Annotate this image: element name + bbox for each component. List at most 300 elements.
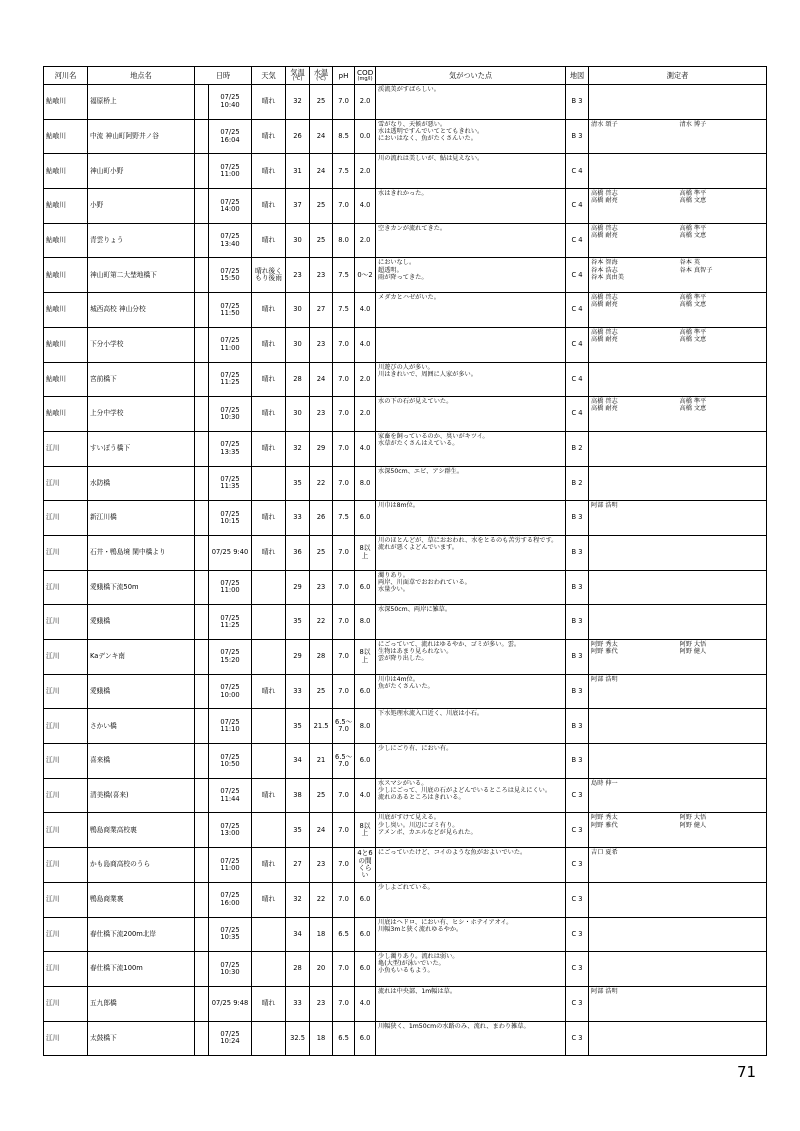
observer-name: 谷本 英 — [679, 259, 701, 267]
observer-name: 高橋 啓志 — [591, 224, 618, 232]
notes-cell — [376, 570, 566, 605]
datetime-cell — [209, 640, 252, 675]
time-value: 11:35 — [220, 482, 240, 491]
time-value: 16:04 — [220, 135, 240, 144]
time-value: 11:44 — [220, 794, 240, 803]
note-line: 川幅3mと狭く流れゆるやか。 — [378, 925, 463, 933]
datetime-cell — [209, 189, 252, 224]
air-temp-cell: 35 — [286, 813, 310, 848]
blank-cell — [195, 640, 209, 675]
water-temp-cell: 24 — [310, 119, 333, 154]
date-value: 07/25 — [220, 579, 240, 588]
river-cell: 江川 — [44, 778, 88, 813]
map-cell: C 3 — [566, 778, 589, 813]
note-line: 水スマシがいる。 — [378, 779, 428, 787]
table-row — [44, 535, 767, 570]
map-cell: B 3 — [566, 85, 589, 120]
time-value: 10:50 — [220, 759, 240, 768]
date-value: 07/25 — [220, 162, 240, 171]
notes-cell — [376, 778, 566, 813]
date-value: 07/25 — [220, 336, 240, 345]
water-temp-cell: 22 — [310, 605, 333, 640]
observer-list — [591, 780, 764, 787]
time-value: 9:40 — [233, 548, 249, 557]
place-cell: 小野 — [88, 189, 195, 224]
place-cell: 水防橋 — [88, 466, 195, 501]
air-temp-cell: 35 — [286, 709, 310, 744]
weather-cell: 晴れ — [252, 397, 286, 432]
blank-cell — [195, 223, 209, 258]
air-temp-cell: 30 — [286, 327, 310, 362]
cod-cell: 6.0 — [355, 501, 376, 536]
air-temp-cell: 33 — [286, 501, 310, 536]
notes-cell — [376, 293, 566, 328]
map-cell: B 3 — [566, 119, 589, 154]
weather-cell: 晴れ — [252, 778, 286, 813]
river-cell: 江川 — [44, 640, 88, 675]
time-value: 13:35 — [220, 447, 240, 456]
time-value: 15:50 — [220, 274, 240, 283]
notes-cell — [376, 882, 566, 917]
date-value: 07/25 — [220, 925, 240, 934]
notes-cell — [376, 640, 566, 675]
observers-cell — [589, 85, 767, 120]
date-value: 07/25 — [220, 683, 240, 692]
note-line: 水草がたくさんはえている。 — [378, 440, 459, 447]
header-notes: 気がついた点 — [376, 67, 566, 85]
observer-name: 高橋 啓志 — [591, 294, 618, 302]
river-cell: 江川 — [44, 848, 88, 883]
blank-cell — [195, 709, 209, 744]
notes-cell — [376, 189, 566, 224]
cod-cell: 2.0 — [355, 85, 376, 120]
water-temp-cell: 25 — [310, 85, 333, 120]
map-cell: B 3 — [566, 744, 589, 779]
map-cell: C 4 — [566, 293, 589, 328]
observer-name: 谷本 真智子 — [679, 266, 713, 274]
map-cell: C 3 — [566, 1021, 589, 1056]
map-cell: B 3 — [566, 640, 589, 675]
date-value: 07/25 — [220, 856, 240, 865]
note-line: 川幅狭く、1m50cmの水路のみ、流れ、まわり雑草。 — [378, 1022, 530, 1030]
table-row — [44, 917, 767, 952]
date-value: 07/25 — [211, 999, 232, 1008]
table-row — [44, 640, 767, 675]
river-cell: 江川 — [44, 501, 88, 536]
observer-list — [591, 190, 764, 204]
ph-cell: 7.0 — [333, 605, 355, 640]
datetime-cell — [209, 119, 252, 154]
cod-cell: 4と6の間くらい — [355, 848, 376, 883]
note-line: 水の下の石が見えていた。 — [378, 398, 453, 406]
river-cell: 江川 — [44, 535, 88, 570]
blank-cell — [195, 778, 209, 813]
air-temp-cell: 26 — [286, 119, 310, 154]
date-value: 07/25 — [220, 717, 240, 726]
time-value: 11:00 — [220, 343, 240, 352]
header-ph: pH — [333, 67, 355, 85]
water-temp-cell: 24 — [310, 154, 333, 189]
observers-cell — [589, 917, 767, 952]
weather-cell — [252, 744, 286, 779]
observers-cell — [589, 501, 767, 536]
observer-name: 吉口 夏希 — [591, 849, 618, 857]
notes-cell — [376, 917, 566, 952]
blank-cell — [195, 570, 209, 605]
weather-cell — [252, 1021, 286, 1056]
date-value: 07/25 — [220, 752, 240, 761]
observers-cell — [589, 570, 767, 605]
observer-name: 高橋 耐亮 — [591, 197, 618, 205]
table-row — [44, 570, 767, 605]
note-line: 川はきれいで、周囲に人家が多い。 — [378, 370, 477, 378]
weather-cell: 晴れ — [252, 293, 286, 328]
observer-name: 阿部 浩明 — [591, 987, 618, 995]
datetime-cell — [209, 570, 252, 605]
observer-name: 高橋 啓志 — [591, 398, 618, 406]
time-value: 10:35 — [220, 933, 240, 942]
time-value: 10:30 — [220, 968, 240, 977]
river-cell: 鮎喰川 — [44, 223, 88, 258]
observers-cell — [589, 709, 767, 744]
observers-cell — [589, 397, 767, 432]
map-cell: C 3 — [566, 882, 589, 917]
weather-cell — [252, 466, 286, 501]
blank-cell — [195, 986, 209, 1021]
header-water-temp-unit: (℃) — [316, 76, 326, 83]
note-line: メダカとハゼがいた。 — [378, 294, 440, 302]
blank-cell — [195, 189, 209, 224]
blank-cell — [195, 605, 209, 640]
note-line: 生物はあまり見られない。 — [378, 648, 453, 656]
table-body — [44, 85, 767, 1056]
observers-cell — [589, 189, 767, 224]
observer-name: 阿野 大悟 — [679, 641, 707, 648]
observer-name: 阿部 浩明 — [591, 502, 618, 510]
note-line: においなし。 — [378, 259, 416, 267]
note-line: 川遊びの人が多い。 — [378, 363, 434, 371]
datetime-cell — [209, 778, 252, 813]
weather-cell — [252, 917, 286, 952]
table-row — [44, 362, 767, 397]
ph-cell: 6.5 — [333, 917, 355, 952]
note-line: 渓流美がすばらしい。 — [378, 86, 440, 93]
ph-cell: 8.5 — [333, 119, 355, 154]
ph-cell: 7.0 — [333, 362, 355, 397]
cod-cell: 6.0 — [355, 674, 376, 709]
ph-cell: 7.0 — [333, 327, 355, 362]
notes-cell — [376, 744, 566, 779]
water-temp-cell: 23 — [310, 570, 333, 605]
header-map: 地図 — [566, 67, 589, 85]
observers-cell — [589, 813, 767, 848]
observer-name: 高橋 準平 — [679, 294, 707, 302]
cod-cell: 8以上 — [355, 535, 376, 570]
time-value: 11:00 — [220, 586, 240, 595]
cod-cell: 8.0 — [355, 709, 376, 744]
place-cell: 石井・鴨島境 閑中橋より — [88, 535, 195, 570]
air-temp-cell: 28 — [286, 952, 310, 987]
note-line: 水深50cm、両岸に雑草。 — [378, 606, 452, 614]
note-line: 川底はヘドロ、におい有、ヒシ・ホテイアオイ。 — [378, 918, 513, 926]
table-row — [44, 501, 767, 536]
place-cell: 下分小学校 — [88, 327, 195, 362]
table-row — [44, 986, 767, 1021]
water-temp-cell: 23 — [310, 848, 333, 883]
cod-cell: 4.0 — [355, 189, 376, 224]
weather-cell: 晴れ後くもり後雨 — [252, 258, 286, 293]
observers-cell — [589, 848, 767, 883]
cod-cell: 4.0 — [355, 986, 376, 1021]
time-value: 10:15 — [220, 517, 240, 526]
page-number: 71 — [737, 1063, 757, 1081]
note-line: アメンボ、カエルなどが見られた。 — [378, 828, 477, 836]
place-cell: 福原桥上 — [88, 85, 195, 120]
air-temp-cell: 31 — [286, 154, 310, 189]
ph-cell: 7.5 — [333, 293, 355, 328]
date-value: 07/25 — [220, 509, 240, 518]
water-temp-cell: 26 — [310, 501, 333, 536]
observer-name: 阿野 大悟 — [679, 814, 707, 822]
place-cell: 愛蛾橋下流50m — [88, 570, 195, 605]
river-cell: 鮎喰川 — [44, 362, 88, 397]
notes-cell — [376, 535, 566, 570]
blank-cell — [195, 154, 209, 189]
weather-cell — [252, 640, 286, 675]
map-cell: C 4 — [566, 258, 589, 293]
notes-cell — [376, 466, 566, 501]
time-value: 11:10 — [220, 725, 240, 734]
datetime-cell — [209, 85, 252, 120]
header-weather: 天気 — [252, 67, 286, 85]
table-row — [44, 327, 767, 362]
time-value: 11:25 — [220, 378, 240, 387]
cod-cell: 4.0 — [355, 431, 376, 466]
observers-cell — [589, 882, 767, 917]
observers-cell — [589, 986, 767, 1021]
date-value: 07/25 — [220, 960, 240, 969]
observer-list — [591, 849, 764, 856]
notes-cell — [376, 709, 566, 744]
header-air-temp-unit: (℃) — [292, 76, 303, 83]
air-temp-cell: 33 — [286, 986, 310, 1021]
ph-cell: 7.5 — [333, 501, 355, 536]
note-line: 超透明。 — [378, 266, 403, 274]
air-temp-cell: 34 — [286, 744, 310, 779]
blank-cell — [195, 362, 209, 397]
date-value: 07/25 — [220, 787, 240, 796]
header-observers: 測定者 — [589, 67, 767, 85]
observer-name: 阿部 浩明 — [591, 675, 618, 683]
observers-cell — [589, 154, 767, 189]
datetime-cell — [209, 223, 252, 258]
map-cell: C 4 — [566, 397, 589, 432]
notes-cell — [376, 605, 566, 640]
observers-cell — [589, 119, 767, 154]
note-line: 少し臭い。川辺にゴミ有り。 — [378, 821, 459, 829]
table-row — [44, 154, 767, 189]
date-value: 07/25 — [220, 1030, 240, 1039]
air-temp-cell: 36 — [286, 535, 310, 570]
observer-name: 阿野 健人 — [679, 648, 707, 656]
map-cell: B 3 — [566, 570, 589, 605]
map-cell: B 2 — [566, 466, 589, 501]
blank-cell — [195, 397, 209, 432]
water-temp-cell: 21.5 — [310, 709, 333, 744]
ph-cell: 6.5 — [333, 1021, 355, 1056]
observer-list — [591, 329, 764, 343]
notes-cell — [376, 154, 566, 189]
river-cell: 鮎喰川 — [44, 189, 88, 224]
time-value: 14:00 — [220, 204, 240, 213]
map-cell: C 4 — [566, 362, 589, 397]
date-value: 07/25 — [220, 370, 240, 379]
weather-cell: 晴れ — [252, 119, 286, 154]
observer-name: 高橋 啓志 — [591, 328, 618, 336]
note-line: 流れは中央部、1m幅は草。 — [378, 987, 457, 995]
observers-cell — [589, 744, 767, 779]
note-line: 川巾は4m位。 — [378, 675, 419, 683]
note-line: 両岸、川面草でおおわれている。 — [378, 578, 471, 586]
water-temp-cell: 20 — [310, 952, 333, 987]
observer-name: 谷本 真由美 — [591, 273, 624, 281]
river-cell: 鮎喰川 — [44, 258, 88, 293]
observer-name: 島時 伸一 — [591, 779, 618, 787]
river-cell: 江川 — [44, 744, 88, 779]
header-river: 河川名 — [44, 67, 88, 85]
river-cell: 江川 — [44, 917, 88, 952]
table-row — [44, 848, 767, 883]
notes-cell — [376, 986, 566, 1021]
notes-cell — [376, 327, 566, 362]
header-cod-label: COD — [357, 67, 374, 77]
cod-cell: 4.0 — [355, 778, 376, 813]
blank-cell — [195, 501, 209, 536]
observers-cell — [589, 258, 767, 293]
date-value: 07/25 — [220, 440, 240, 449]
ph-cell: 7.0 — [333, 431, 355, 466]
time-value: 16:00 — [220, 898, 240, 907]
map-cell: B 3 — [566, 674, 589, 709]
note-line: 川の流れは美しいが、鮎は見えない。 — [378, 155, 484, 163]
note-line: 流れが悪くよどんでいます。 — [378, 544, 458, 552]
weather-cell — [252, 813, 286, 848]
cod-cell: 2.0 — [355, 362, 376, 397]
cod-cell: 8.0 — [355, 605, 376, 640]
header-water-temp — [310, 67, 333, 85]
observers-cell — [589, 466, 767, 501]
water-temp-cell: 23 — [310, 397, 333, 432]
ph-cell: 6.5〜7.0 — [333, 744, 355, 779]
weather-cell: 晴れ — [252, 986, 286, 1021]
river-cell: 江川 — [44, 674, 88, 709]
cod-cell: 6.0 — [355, 744, 376, 779]
place-cell: 上分中学校 — [88, 397, 195, 432]
table-row — [44, 674, 767, 709]
map-cell: B 3 — [566, 605, 589, 640]
air-temp-cell: 32 — [286, 882, 310, 917]
cod-cell: 6.0 — [355, 882, 376, 917]
note-line: 家畜を飼っているのか、臭いがキツイ。 — [378, 432, 489, 440]
river-cell: 江川 — [44, 605, 88, 640]
water-temp-cell: 25 — [310, 189, 333, 224]
blank-cell — [195, 882, 209, 917]
datetime-cell — [209, 397, 252, 432]
observers-cell — [589, 778, 767, 813]
observer-name: 高橋 準平 — [679, 224, 707, 232]
datetime-cell — [209, 813, 252, 848]
header-datetime: 日時 — [195, 67, 252, 85]
map-cell: C 3 — [566, 848, 589, 883]
air-temp-cell: 35 — [286, 605, 310, 640]
river-cell: 江川 — [44, 466, 88, 501]
notes-cell — [376, 1021, 566, 1056]
observer-name: 高橋 耐亮 — [591, 335, 618, 343]
observers-cell — [589, 1021, 767, 1056]
notes-cell — [376, 431, 566, 466]
water-temp-cell: 25 — [310, 778, 333, 813]
observer-list — [591, 121, 764, 128]
place-cell: 愛蛾橋 — [88, 674, 195, 709]
blank-cell — [195, 466, 209, 501]
header-air-temp — [286, 67, 310, 85]
time-value: 10:24 — [220, 1037, 240, 1046]
air-temp-cell: 30 — [286, 223, 310, 258]
header-place: 地点名 — [88, 67, 195, 85]
datetime-cell — [209, 466, 252, 501]
cod-cell: 2.0 — [355, 154, 376, 189]
observer-name: 阿野 健人 — [679, 821, 707, 829]
air-temp-cell: 28 — [286, 362, 310, 397]
note-line: 魚がたくさんいた。 — [378, 682, 434, 690]
place-cell: 宮前橋下 — [88, 362, 195, 397]
note-line: 雨が降ってきた。 — [378, 273, 428, 281]
datetime-cell — [209, 605, 252, 640]
air-temp-cell: 30 — [286, 293, 310, 328]
datetime-cell — [209, 674, 252, 709]
blank-cell — [195, 119, 209, 154]
weather-cell: 晴れ — [252, 223, 286, 258]
cod-cell: 0.0 — [355, 119, 376, 154]
note-line: 少しにごり有、におい有。 — [378, 745, 453, 753]
observers-cell — [589, 327, 767, 362]
date-value: 07/25 — [220, 475, 240, 484]
note-line: 小魚もいるもよう。 — [378, 967, 434, 975]
blank-cell — [195, 431, 209, 466]
water-temp-cell: 18 — [310, 1021, 333, 1056]
weather-cell: 晴れ — [252, 848, 286, 883]
date-value: 07/25 — [220, 232, 240, 241]
time-value: 9:48 — [233, 999, 249, 1008]
observer-name: 高橋 準平 — [679, 398, 707, 406]
table-row — [44, 293, 767, 328]
note-line: 雪がなり、天候が悪い。 — [378, 120, 447, 128]
place-cell: すいぼう橋下 — [88, 431, 195, 466]
notes-cell — [376, 674, 566, 709]
ph-cell: 7.0 — [333, 813, 355, 848]
note-line: 水量少い。 — [378, 585, 409, 593]
map-cell: C 4 — [566, 189, 589, 224]
date-value: 07/25 — [220, 648, 240, 657]
map-cell: B 3 — [566, 535, 589, 570]
map-cell: C 4 — [566, 223, 589, 258]
table-row — [44, 1021, 767, 1056]
river-cell: 江川 — [44, 986, 88, 1021]
river-cell: 江川 — [44, 952, 88, 987]
datetime-cell — [209, 362, 252, 397]
header-cod — [355, 67, 376, 85]
river-cell: 江川 — [44, 882, 88, 917]
